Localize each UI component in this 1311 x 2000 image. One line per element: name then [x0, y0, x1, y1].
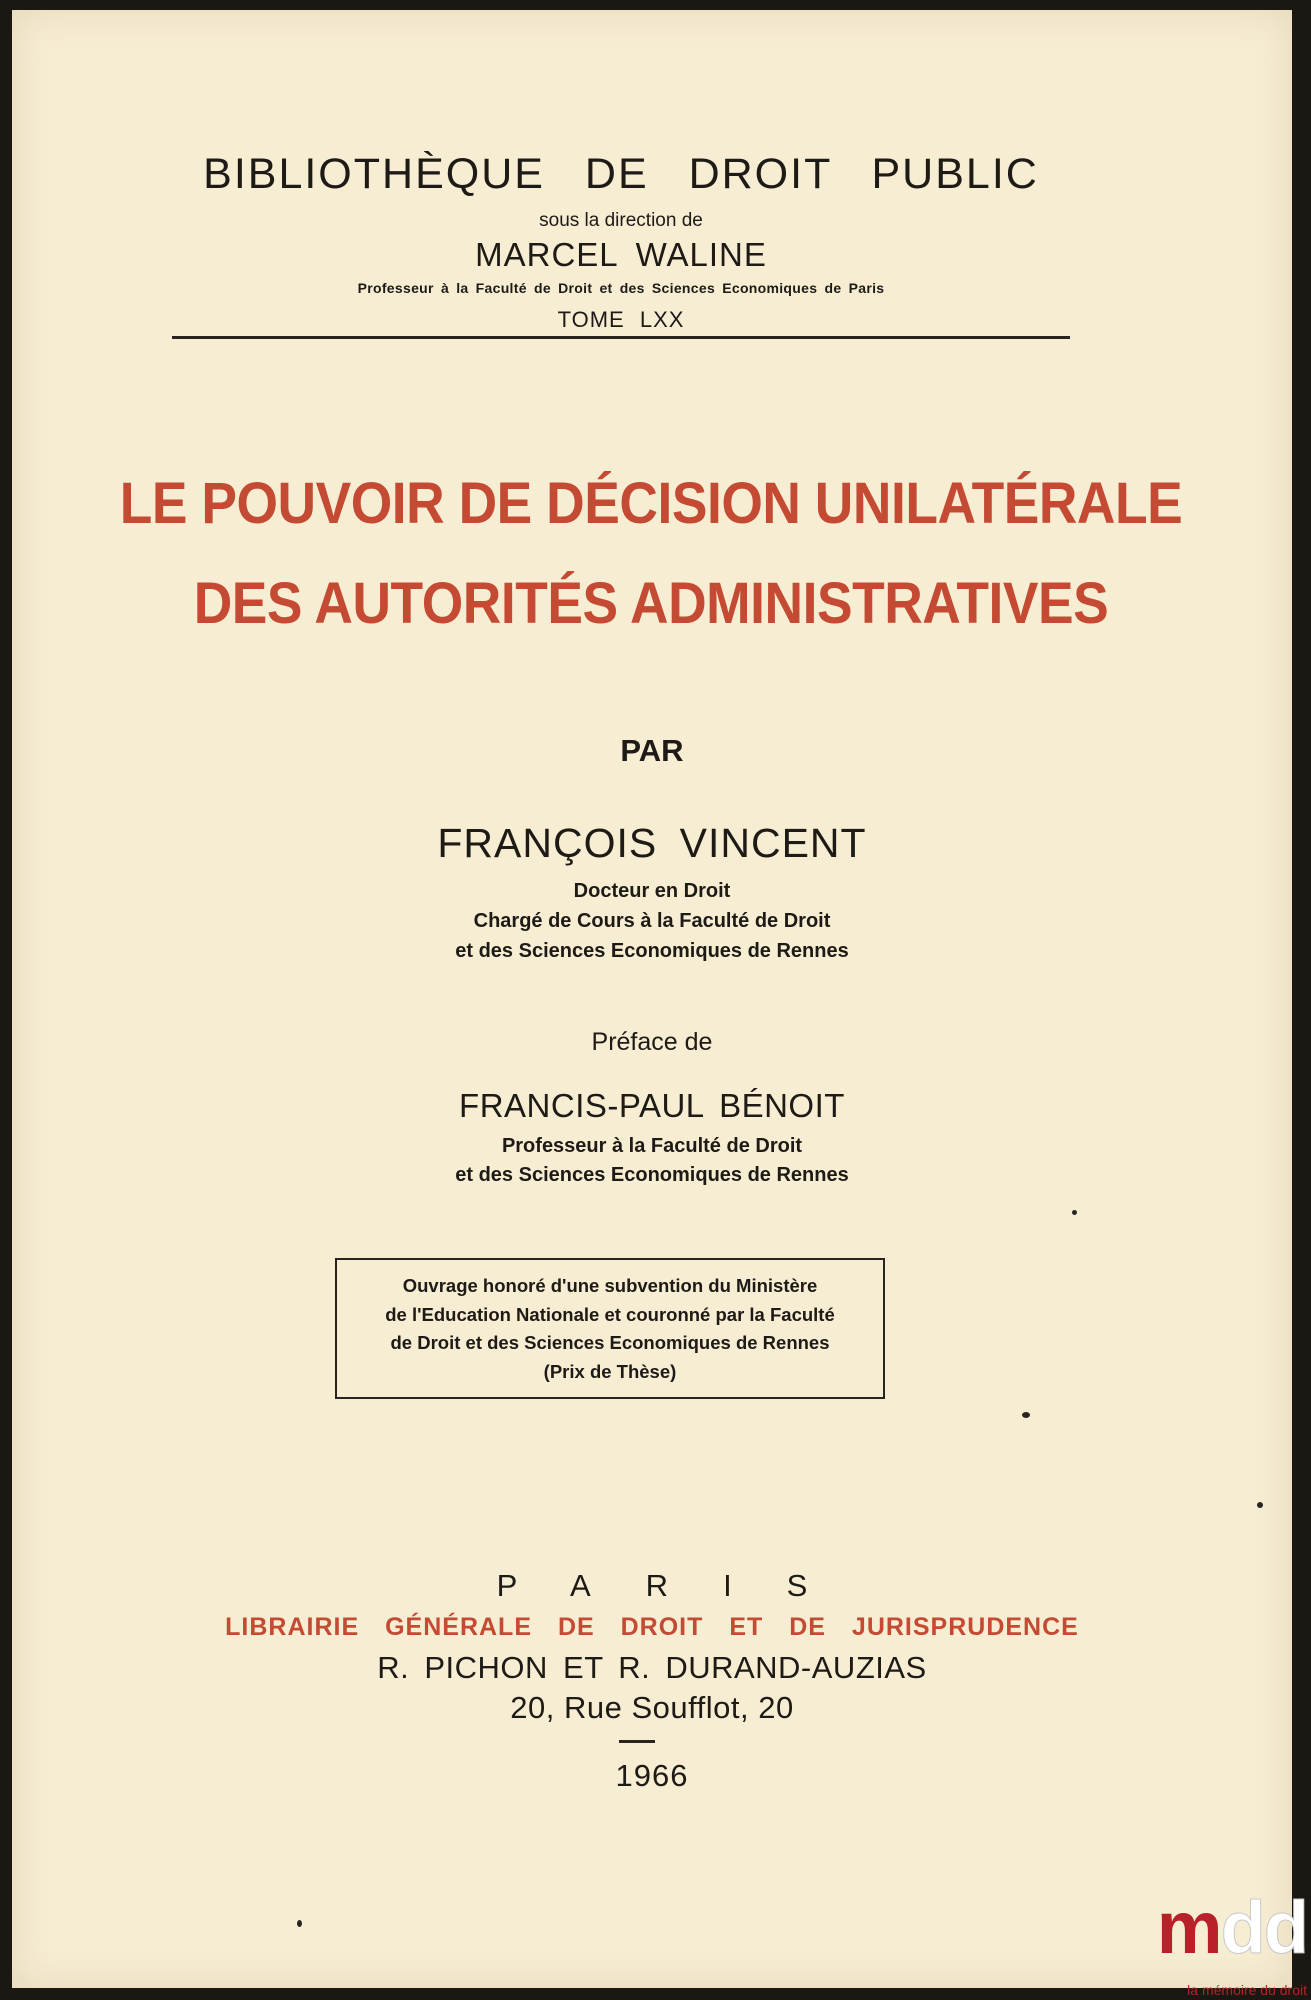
book-title-line-1: LE POUVOIR DE DÉCISION UNILATÉRALE: [119, 471, 1183, 536]
series-editor-name: MARCEL WALINE: [475, 236, 767, 273]
award-line: Ouvrage honoré d'une subvention du Ministère: [402, 1275, 818, 1296]
preface-author-name: FRANCIS-PAUL BÉNOIT: [459, 1087, 845, 1124]
award-line: de l'Education Nationale et couronné par la Faculté: [385, 1303, 835, 1325]
publisher-address: 20, Rue Soufflot, 20: [510, 1690, 794, 1725]
logo-tagline: la mémoire du droit: [1187, 1982, 1307, 1998]
author-position-line-1: Chargé de Cours à la Faculté de Droit: [473, 910, 831, 932]
author-position-line-2: et des Sciences Economiques de Rennes: [455, 940, 849, 962]
book-cover: [12, 10, 1292, 1988]
preface-author-position-line-2: et des Sciences Economiques de Rennes: [455, 1164, 849, 1186]
paper-speck: [1072, 1210, 1077, 1215]
paper-speck: [297, 1920, 302, 1927]
series-editor-role: Professeur à la Faculté de Droit et des Sciences Economiques de Paris: [357, 280, 885, 296]
book-title-line-2: DES AUTORITÉS ADMINISTRATIVES: [193, 571, 1109, 636]
paper-speck: [1257, 1502, 1263, 1508]
header-rule: [172, 336, 1070, 339]
tome-number: TOME LXX: [557, 307, 685, 332]
logo-letters-dd: dd: [1220, 1886, 1307, 1969]
logo-letter-m: m: [1156, 1886, 1221, 1969]
series-title: BIBLIOTHÈQUE DE DROIT PUBLIC: [203, 150, 1039, 198]
preface-label: Préface de: [591, 1028, 713, 1056]
award-line: (Prix de Thèse): [543, 1360, 677, 1382]
mdd-watermark-logo: [1147, 1888, 1307, 1998]
award-line: de Droit et des Sciences Economiques de Rennes: [390, 1332, 830, 1353]
by-label: PAR: [620, 733, 684, 768]
year-divider: [619, 1740, 655, 1743]
imprint-city: PARIS: [496, 1568, 863, 1603]
mdd-logo-mark: [1157, 1888, 1307, 1968]
publication-year: 1966: [615, 1758, 689, 1793]
paper-speck: [1022, 1412, 1030, 1418]
award-box: [335, 1258, 885, 1399]
printer-names: R. PICHON ET R. DURAND-AUZIAS: [377, 1650, 927, 1685]
author-name: FRANÇOIS VINCENT: [437, 820, 867, 866]
direction-label: sous la direction de: [539, 210, 703, 231]
preface-author-position-line-1: Professeur à la Faculté de Droit: [501, 1135, 803, 1157]
author-degree: Docteur en Droit: [573, 880, 731, 902]
publisher-name: LIBRAIRIE GÉNÉRALE DE DROIT ET DE JURISPRUDENCE: [225, 1613, 1079, 1641]
